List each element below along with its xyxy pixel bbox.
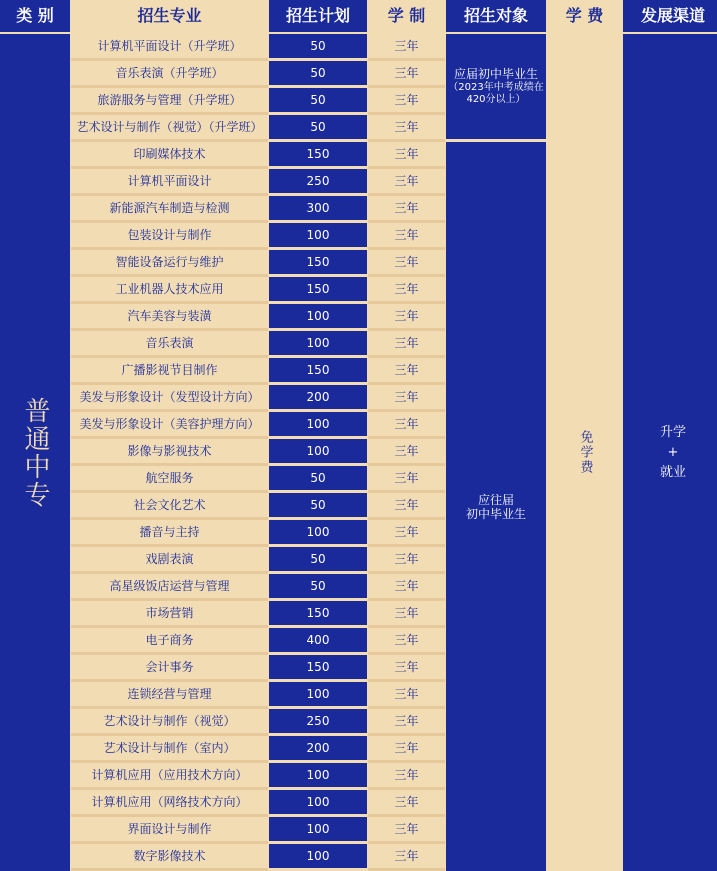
major-cell: 智能设备运行与维护 [71,250,268,277]
major-cell: 艺术设计与制作（视觉）（升学班） [71,115,268,142]
years-cell: 三年 [368,223,445,250]
major-cell: 艺术设计与制作（室内） [71,736,268,763]
plan-cell: 400 [269,628,367,655]
years-cell: 三年 [368,763,445,790]
years-cell: 三年 [368,34,445,61]
major-cell: 艺术设计与制作（视觉） [71,709,268,736]
major-cell: 戏剧表演 [71,547,268,574]
header-development: 发展渠道 [623,0,717,34]
years-cell: 三年 [368,304,445,331]
header-fee: 学 费 [547,0,622,34]
years-cell: 三年 [368,493,445,520]
target-group-graduates-line2: （2023年中考成绩在420分以上） [448,82,544,105]
plan-cell: 150 [269,358,367,385]
years-cell: 三年 [368,115,445,142]
plan-cell: 200 [269,736,367,763]
major-cell: 美发与形象设计（美容护理方向） [71,412,268,439]
years-cell: 三年 [368,655,445,682]
plan-cell: 250 [269,709,367,736]
major-cell: 广播影视节目制作 [71,358,268,385]
years-cell: 三年 [368,358,445,385]
plan-cell: 100 [269,439,367,466]
plan-cell: 50 [269,493,367,520]
plan-cell: 100 [269,412,367,439]
major-cell: 美发与形象设计（发型设计方向） [71,385,268,412]
development-line1: 升学 [659,424,686,440]
plan-cell: 50 [269,466,367,493]
years-cell: 三年 [368,547,445,574]
header-target: 招生对象 [446,0,546,34]
target-group-all-line2: 初中毕业生 [465,506,526,521]
major-cell: 播音与主持 [71,520,268,547]
years-cell: 三年 [368,88,445,115]
major-cell: 社会文化艺术 [71,493,268,520]
plan-cell: 100 [269,223,367,250]
plan-cell: 100 [269,520,367,547]
target-group-graduates [446,34,546,142]
major-cell: 界面设计与制作 [71,817,268,844]
plan-cell: 300 [269,196,367,223]
major-cell: 电子商务 [71,628,268,655]
years-cell: 三年 [368,142,445,169]
years-cell: 三年 [368,439,445,466]
years-cell: 三年 [368,169,445,196]
major-cell: 会计事务 [71,655,268,682]
years-cell: 三年 [368,790,445,817]
major-cell: 连锁经营与管理 [71,682,268,709]
major-cell: 音乐表演 [71,331,268,358]
plan-cell: 100 [269,844,367,871]
plan-cell: 150 [269,250,367,277]
plan-cell: 50 [269,61,367,88]
years-cell: 三年 [368,709,445,736]
development-line3: 就业 [659,464,686,480]
years-cell: 三年 [368,574,445,601]
plan-cell: 50 [269,34,367,61]
major-cell: 计算机应用（应用技术方向） [71,763,268,790]
plan-cell: 50 [269,547,367,574]
years-cell: 三年 [368,844,445,871]
major-cell: 高星级饭店运营与管理 [71,574,268,601]
years-cell: 三年 [368,331,445,358]
major-cell: 影像与影视技术 [71,439,268,466]
target-group-all-line1: 应往届 [477,492,514,507]
major-cell: 音乐表演（升学班） [71,61,268,88]
category-cell: 普通中专 [0,34,70,871]
years-cell: 三年 [368,520,445,547]
plan-cell: 200 [269,385,367,412]
fee-cell: 免学费 [547,34,622,871]
development-line2: + [667,444,679,460]
major-cell: 数字影像技术 [71,844,268,871]
header-plan: 招生计划 [269,0,367,34]
plan-cell: 100 [269,331,367,358]
plan-cell: 100 [269,817,367,844]
major-cell: 计算机平面设计（升学班） [71,34,268,61]
plan-cell: 150 [269,277,367,304]
years-cell: 三年 [368,736,445,763]
major-cell: 汽车美容与装潢 [71,304,268,331]
plan-cell: 150 [269,601,367,628]
development-cell [623,34,717,871]
years-cell: 三年 [368,682,445,709]
major-cell: 工业机器人技术应用 [71,277,268,304]
target-group-graduates-line1: 应届初中毕业生 [453,67,538,81]
years-cell: 三年 [368,817,445,844]
header-years: 学 制 [368,0,445,34]
plan-cell: 100 [269,682,367,709]
major-cell: 计算机应用（网络技术方向） [71,790,268,817]
plan-cell: 150 [269,655,367,682]
header-category: 类 别 [0,0,70,34]
years-cell: 三年 [368,466,445,493]
header-major: 招生专业 [71,0,268,34]
major-cell: 新能源汽车制造与检测 [71,196,268,223]
plan-cell: 50 [269,115,367,142]
major-cell: 包装设计与制作 [71,223,268,250]
years-cell: 三年 [368,412,445,439]
plan-cell: 250 [269,169,367,196]
plan-cell: 100 [269,790,367,817]
years-cell: 三年 [368,385,445,412]
plan-cell: 100 [269,763,367,790]
years-cell: 三年 [368,277,445,304]
plan-cell: 150 [269,142,367,169]
plan-cell: 100 [269,304,367,331]
years-cell: 三年 [368,601,445,628]
target-group-all [446,142,546,871]
plan-cell: 50 [269,574,367,601]
major-cell: 市场营销 [71,601,268,628]
major-cell: 计算机平面设计 [71,169,268,196]
plan-cell: 50 [269,88,367,115]
years-cell: 三年 [368,196,445,223]
major-cell: 印刷媒体技术 [71,142,268,169]
years-cell: 三年 [368,628,445,655]
years-cell: 三年 [368,61,445,88]
years-cell: 三年 [368,250,445,277]
major-cell: 航空服务 [71,466,268,493]
major-cell: 旅游服务与管理（升学班） [71,88,268,115]
